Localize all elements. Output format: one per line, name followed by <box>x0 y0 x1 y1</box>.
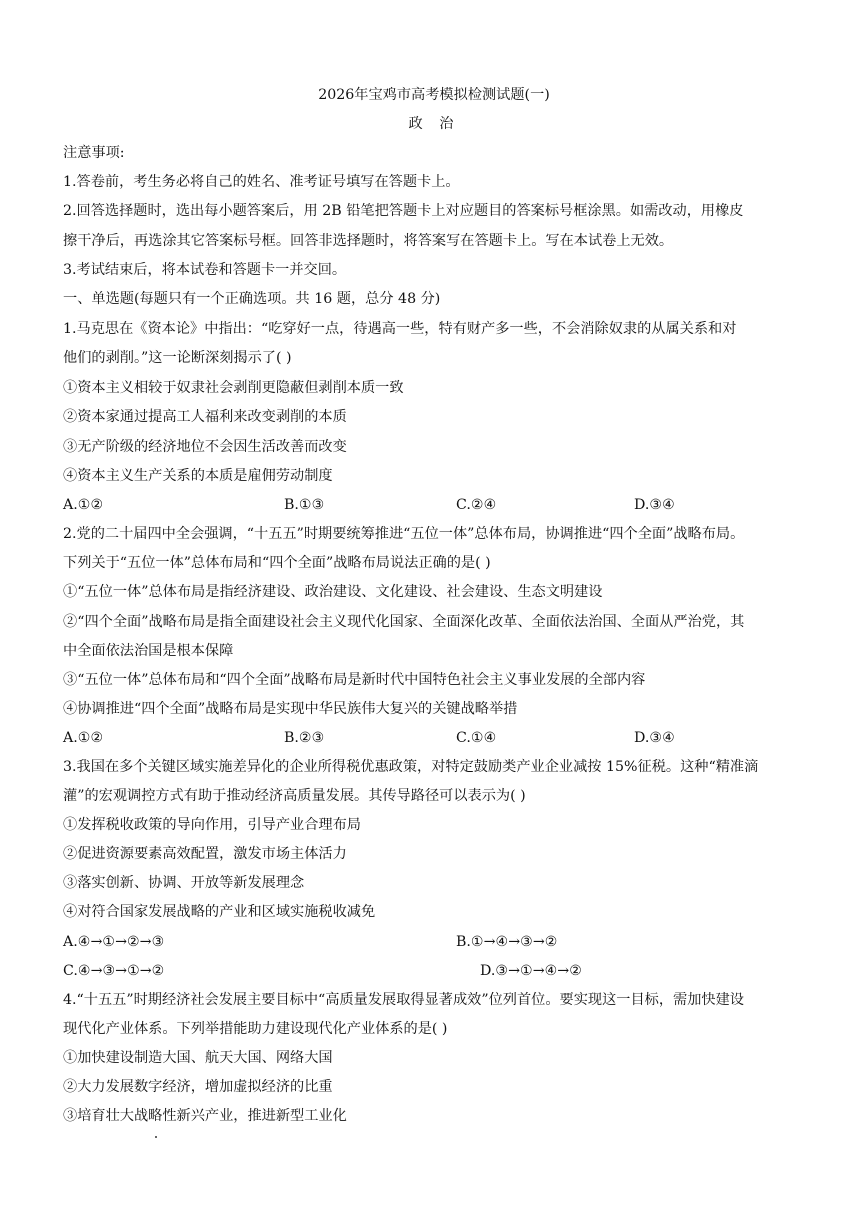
question-2-option-c: C.①④ <box>456 730 497 746</box>
note-item: 2.回答选择题时，选出每小题答案后，用 2B 铅笔把答题卡上对应题目的答案标号框涂黑。如需改动，用橡皮 <box>63 203 744 219</box>
notes-heading: 注意事项: <box>63 145 125 161</box>
question-3-statement: ③落实创新、协调、开放等新发展理念 <box>63 875 305 891</box>
question-1-statement: ④资本主义生产关系的本质是雇佣劳动制度 <box>63 468 333 484</box>
question-3-stem: 3.我国在多个关键区域实施差异化的企业所得税优惠政策，对特定鼓励类产业企业减按 15%征税。这种“精准滴 <box>63 759 759 775</box>
question-3-option-a: A.④→①→②→③ <box>63 934 165 950</box>
question-1-statement: ③无产阶级的经济地位不会因生活改善而改变 <box>63 439 347 455</box>
question-2-stem: 下列关于“五位一体”总体布局和“四个全面”战略布局说法正确的是( ) <box>63 555 491 571</box>
question-3-stem: 灌”的宏观调控方式有助于推动经济高质量发展。其传导路径可以表示为( ) <box>63 788 526 804</box>
question-4-statement: ②大力发展数字经济，增加虚拟经济的比重 <box>63 1079 333 1095</box>
question-4-stem: 4.“十五五”时期经济社会发展主要目标中“高质量发展取得显著成效”位列首位。要实现这一目标，需加快建设 <box>63 992 744 1008</box>
question-3-option-c: C.④→③→①→② <box>63 963 165 979</box>
question-4-stem: 现代化产业体系。下列举措能助力建设现代化产业体系的是( ) <box>63 1021 448 1037</box>
question-2-option-d: D.③④ <box>634 730 675 746</box>
question-2-statement: ③“五位一体”总体布局和“四个全面”战略布局是新时代中国特色社会主义事业发展的全部内容 <box>63 672 646 688</box>
note-item: 擦干净后，再选涂其它答案标号框。回答非选择题时，将答案写在答题卡上。写在本试卷上无效。 <box>63 233 674 249</box>
question-3-option-d: D.③→①→④→② <box>480 963 582 979</box>
note-item: 1.答卷前，考生务必将自己的姓名、准考证号填写在答题卡上。 <box>63 174 460 190</box>
question-4-statement: ①加快建设制造大国、航天大国、网络大国 <box>63 1050 333 1066</box>
question-2-statement: ④协调推进“四个全面”战略布局是实现中华民族伟大复兴的关键战略举措 <box>63 701 518 717</box>
question-1-option-a: A.①② <box>63 497 104 513</box>
question-1-stem: 他们的剥削。”这一论断深刻揭示了( ) <box>63 350 292 366</box>
question-2-stem: 2.党的二十届四中全会强调，“十五五”时期要统筹推进“五位一体”总体布局，协调推进“四个全面”战略布局。 <box>63 526 745 542</box>
section-heading: 一、单选题(每题只有一个正确选项。共 16 题，总分 48 分) <box>63 291 441 307</box>
question-1-option-d: D.③④ <box>634 497 675 513</box>
question-2-option-a: A.①② <box>63 730 104 746</box>
note-item: 3.考试结束后，将本试卷和答题卡一并交回。 <box>63 262 347 278</box>
question-1-stem: 1.马克思在《资本论》中指出：“吃穿好一点，待遇高一些，特有财产多一些，不会消除奴隶的从属关系和对 <box>63 321 737 337</box>
question-1-statement: ②资本家通过提高工人福利来改变剥削的本质 <box>63 409 347 425</box>
question-1-option-b: B.①③ <box>284 497 325 513</box>
question-2-statement: 中全面依法治国是根本保障 <box>63 643 234 659</box>
scan-speck <box>155 1136 157 1138</box>
question-3-statement: ④对符合国家发展战略的产业和区域实施税收减免 <box>63 904 376 920</box>
question-3-statement: ①发挥税收政策的导向作用，引导产业合理布局 <box>63 817 361 833</box>
question-1-option-c: C.②④ <box>456 497 497 513</box>
question-2-statement: ①“五位一体”总体布局是指经济建设、政治建设、文化建设、社会建设、生态文明建设 <box>63 584 603 600</box>
question-3-option-b: B.①→④→③→② <box>456 934 558 950</box>
question-1-statement: ①资本主义相较于奴隶社会剥削更隐蔽但剥削本质一致 <box>63 380 404 396</box>
question-2-statement: ②“四个全面”战略布局是指全面建设社会主义现代化国家、全面深化改革、全面依法治国、全面从严治党，其 <box>63 614 745 630</box>
question-2-option-b: B.②③ <box>284 730 325 746</box>
question-4-statement: ③培育壮大战略性新兴产业，推进新型工业化 <box>63 1108 347 1124</box>
subject-title: 政 治 <box>408 116 460 132</box>
exam-title: 2026年宝鸡市高考模拟检测试题(一) <box>318 87 550 103</box>
question-3-statement: ②促进资源要素高效配置，激发市场主体活力 <box>63 846 347 862</box>
